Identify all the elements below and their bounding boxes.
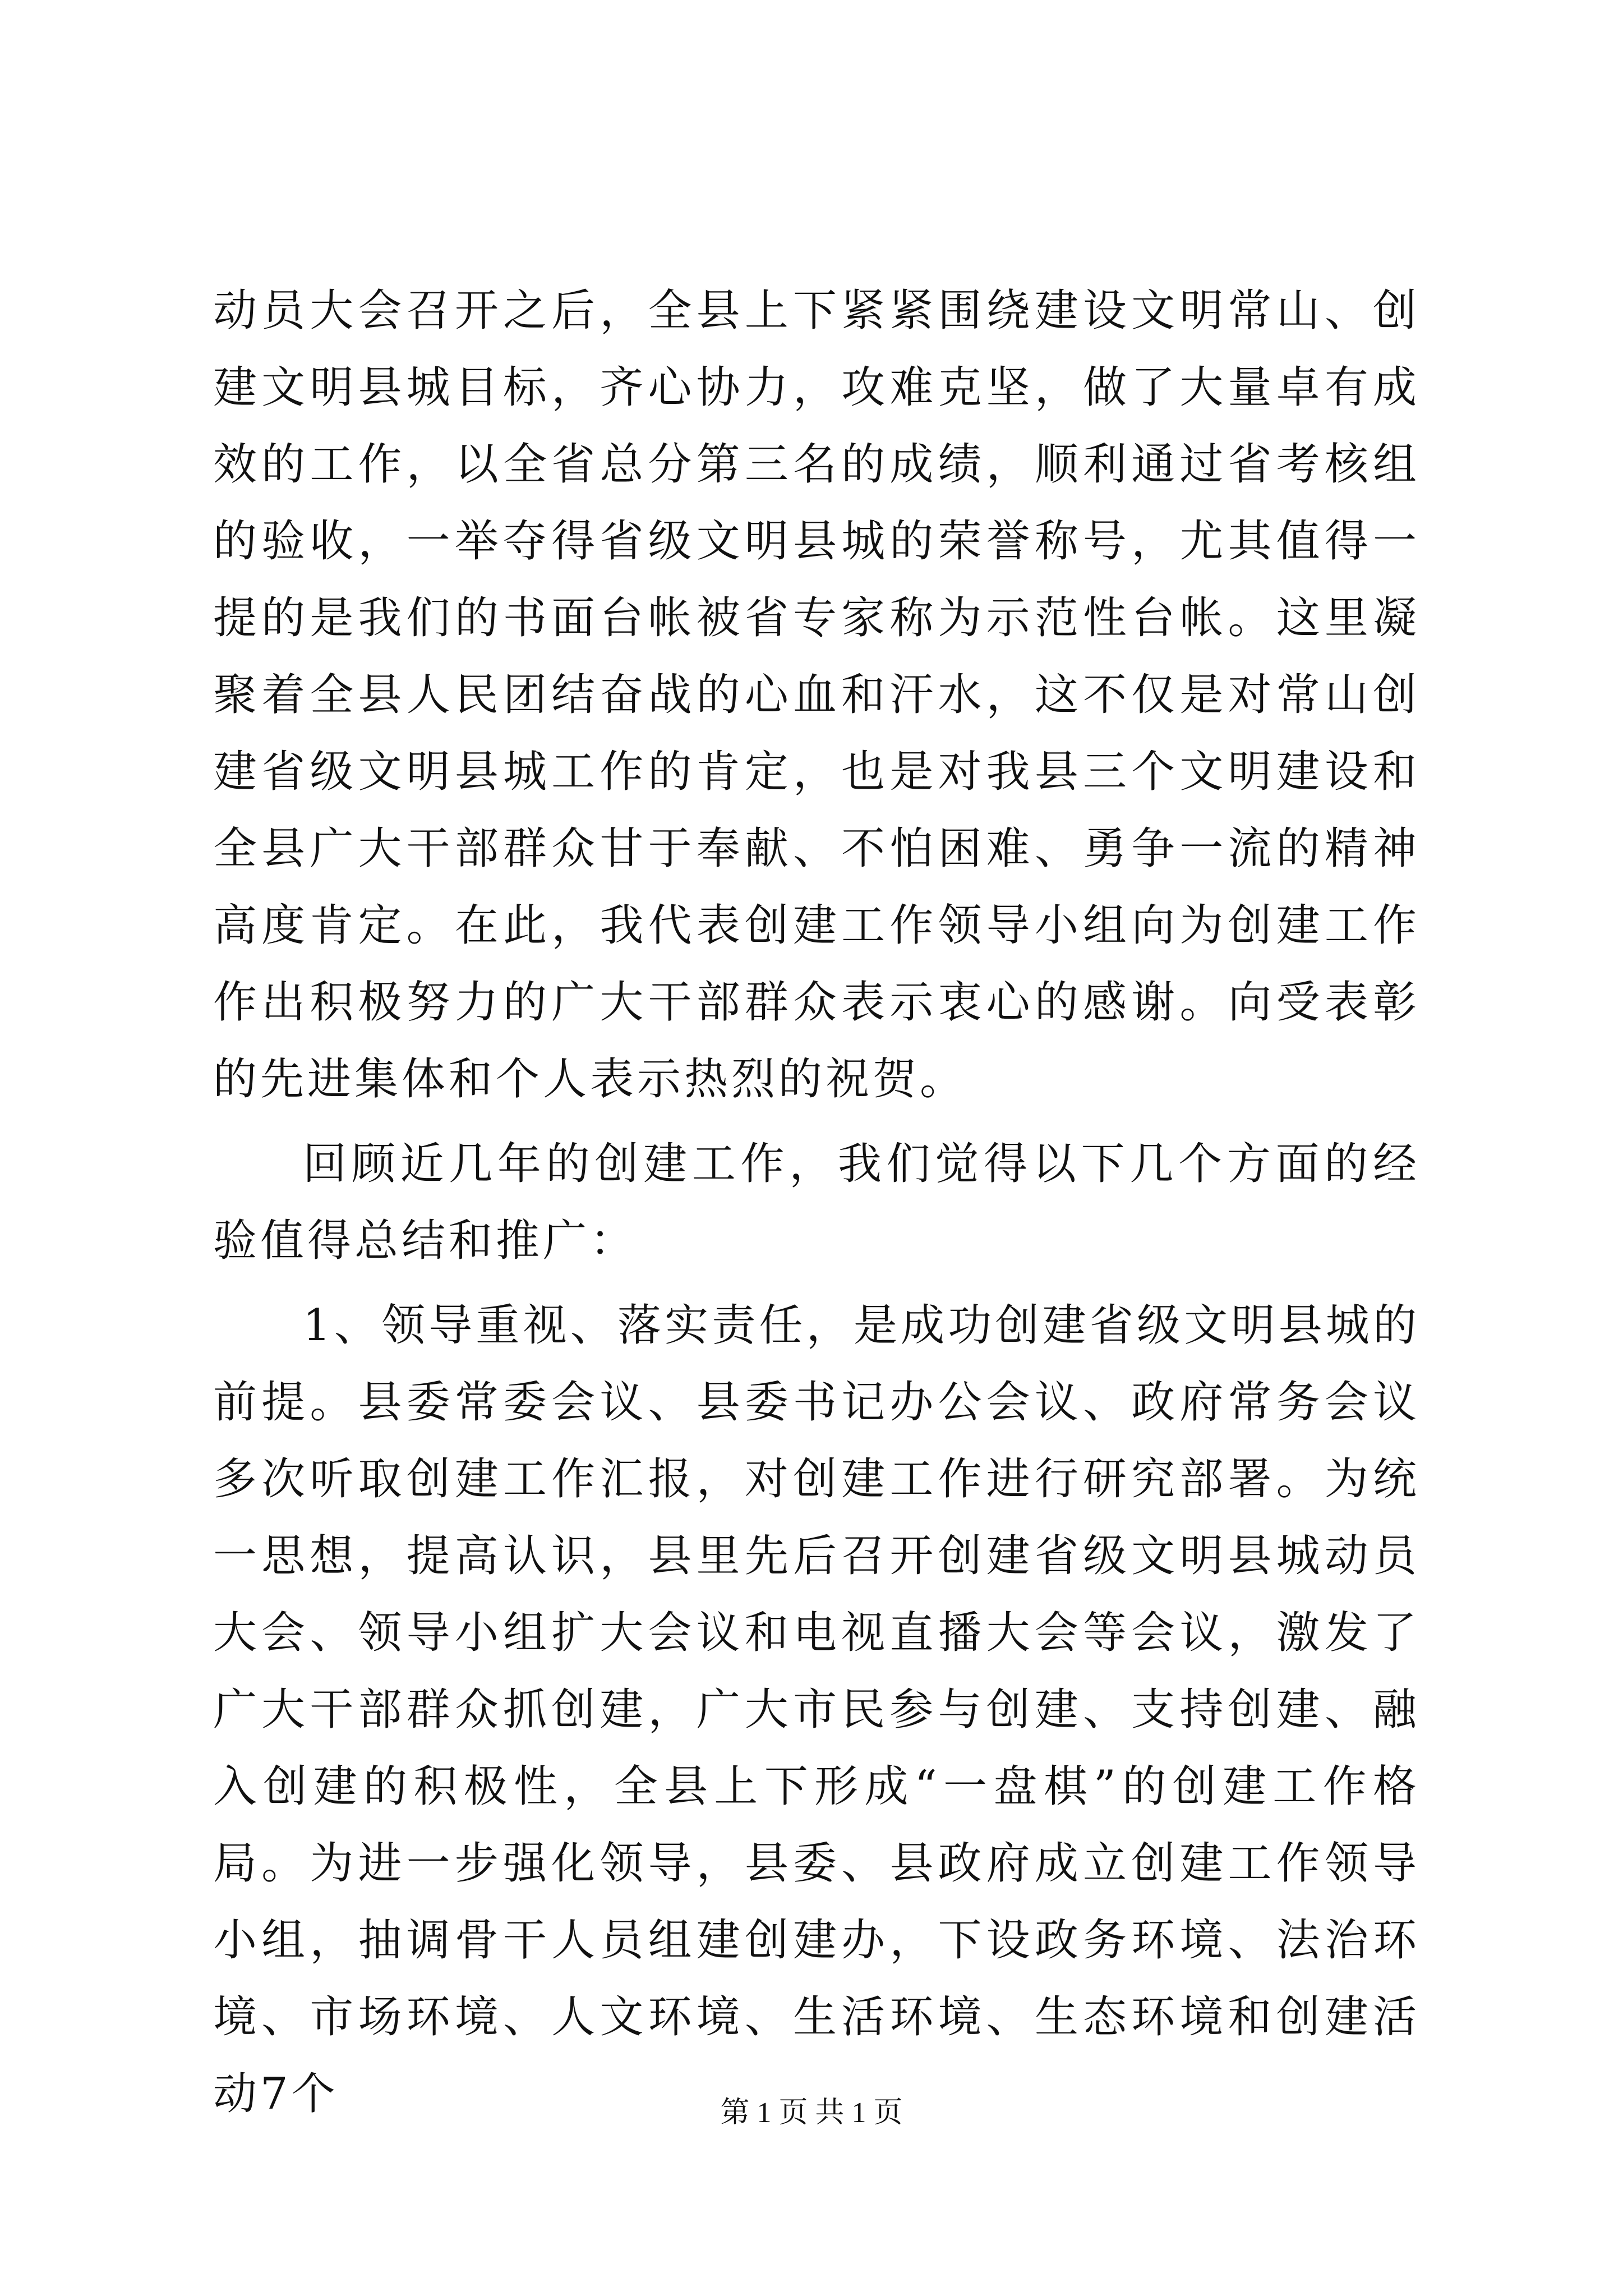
paragraph-3: 1、领导重视、落实责任，是成功创建省级文明县城的前提。县委常委会议、县委书记办公会议、政府常务会议多次听取创建工作汇报，对创建工作进行研究部署。为统一思想，提高认识，县里先后召开创建省级文明县城动员大会、领导小组扩大会议和电视直播大会等会议，激发了广大干部群众抓创建，广大市民参与创建、支持创建、融入创建的积极性，全县上下形成“一盘棋”的创建工作格局。为进一步强化领导，县委、县政府成立创建工作领导小组，抽调骨干人员组建创建办，下设政务环境、法治环境、市场环境、人文环境、生活环境、生态环境和创建活动7个 [213,1300,1420,2119]
paragraph-1: 动员大会召开之后，全县上下紧紧围绕建设文明常山、创建文明县城目标，齐心协力，攻难克坚，做了大量卓有成效的工作，以全省总分第三名的成绩，顺利通过省考核组的验收，一举夺得省级文明县城的荣誉称号，尤其值得一提的是我们的书面台帐被省专家称为示范性台帐。这里凝聚着全县人民团结奋战的心血和汗水，这不仅是对常山创建省级文明县城工作的肯定，也是对我县三个文明建设和全县广大干部群众甘于奉献、不怕困难、勇争一流的精神高度肯定。在此，我代表创建工作领导小组向为创建工作作出积极努力的广大干部群众表示衷心的感谢。向受表彰的先进集体和个人表示热烈的祝贺。 [213,286,1420,1105]
paragraph-2: 回顾近几年的创建工作，我们觉得以下几个方面的经验值得总结和推广： [213,1139,1420,1266]
page-footer: 第 1 页 共 1 页 [720,2097,903,2129]
document-body [213,273,1420,2133]
